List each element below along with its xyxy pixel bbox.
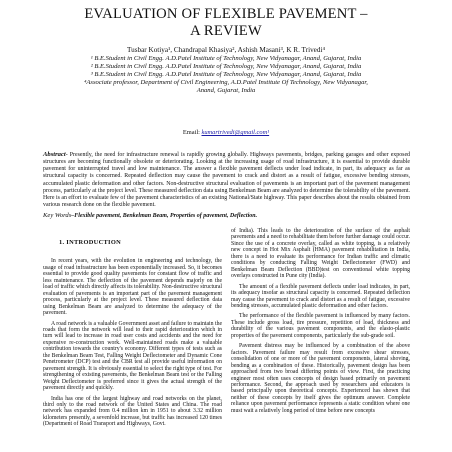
abstract — [43, 151, 410, 209]
email-link[interactable]: kumartrivedi@gmail.com¹ — [201, 129, 270, 136]
keywords-text: –Flexible pavement, Benkelman Beam, Properties of pavement, Deflection. — [71, 213, 258, 219]
right-paragraph-2: The amount of a flexible pavement deflects under load indicates, in part, its adequacy insofar as structural capacity is concerned. Repeated deflection may cause the pavement to crack and distort as a result of fatigue, excessive bending stresses, accumulated plastic deformation and other factors. — [231, 283, 410, 309]
right-paragraph-1: of India). This leads to the deterioration of the surface of the asphalt pavements and a need to rehabilitate them before further damage could occur. Since the use of a concrete overlay, called as white topping, is a relatively new concept in Hot Mix Asphalt (HMA) pavement rehabilitation in India, there is a need to evaluate its performance for Indian traffic and climatic conditions by conducting Falling Weight Deflectometer (FWD) and Benkelman Beam Deflection (BBD)test on conventional white topping overlays constructed in Pune city (India). — [231, 228, 410, 280]
affiliation-4: ⁴Associate professor, Department of Civil Engineering, A.D.Patel Institute Of Technology, New Vidyanagar, — [84, 79, 368, 87]
title-line-1: EVALUATION OF FLEXIBLE PAVEMENT – — [84, 6, 368, 22]
right-column — [231, 228, 410, 418]
intro-paragraph-2: A road network is a valuable Government asset and failure to maintain the roads that form the network will lead to their rapid deterioration which in turn will lead to increase in road user costs and accidents and the need for expensive re-construction work. Well-maintained roads make a valuable contribution towards the country's economy. Different types of tests such as the Benkelman Beam Test, Falling Weight Deflectometer and Dynamic Cone Penetrometer (DCP) test and the CBR test all provide useful information on pavement strength. It is obviously essential to select the right type of test. For strengthening of existing pavements, the Benkelman Beam test or the Falling Weight Deflectometer is preferred since it gives the actual strength of the pavement directly and quickly. — [43, 320, 222, 392]
affiliation-3: ³ B.E.Student in Civil Engg. A.D.Patel Institute of Technology, New Vidyanagar, Anand, Gujarat, India — [90, 71, 362, 79]
title-line-2: A REVIEW — [190, 23, 262, 39]
affiliation-1: ¹ B.E.Student in Civil Engg. A.D.Patel Institute of Technology, New Vidyanagar, Anand, Gujarat, India — [90, 55, 362, 63]
paper-title — [0, 6, 452, 40]
affiliation-4-cont: Anand, Gujarat, India — [196, 87, 256, 95]
email-line — [0, 129, 452, 137]
right-paragraph-4: Pavement distress may be influenced by a combination of the above factors. Pavement failure may result from excessive shear stresses, consolidation of one or more of the pavement components, lateral shoving, bending as a combination of these. Historically, pavement design has been approached from two broad differing points of view. First, the practicing engineer most often uses concepts of design based primarily on pavement performance. Second, the approach used by researchers and educators is based principally upon theoretical concepts. Experienced has shown that neither of these concepts by itself gives the optimum answer. Complete reliance upon pavement performance represents a static condition where one must wait a relatively long period of time before new concepts — [231, 343, 410, 414]
author-names: Tusbar Kotiya¹, Chandrapal Khasiya², Ashish Masani³, K R. Trivedi⁴ — [127, 46, 325, 54]
keywords-label: Key Words — [43, 212, 72, 219]
email-label: Email: — [182, 129, 202, 136]
intro-paragraph-3: India has one of the largest highway and road networks on the planet, third only to the road network of the United States and China. The road network has expanded from 0.4 million km in 1951 to about 3.32 million kilometers presently, a sevenfold increase, but traffic has increased 120 times (Department of Road Transport and Highways, Govt. — [43, 395, 222, 428]
abstract-label: Abstract — [43, 151, 66, 158]
keywords — [43, 212, 410, 220]
section-heading-introduction: 1. INTRODUCTION — [59, 239, 122, 246]
abstract-text: - Presently, the need for infrastructure renewal is rapidly growing globally. Highways pavements, bridges, parking garages and other exposed structures are becoming functionally obsolete or deteriorating. Looking at the increasing usage of road infrastructure, it is essential to provide durable pavement for uninterrupted travel and low maintenance. The answer a flexible pavement deflects under load indicate, in part, its adequacy as far as structural capacity is concerned. Repeated deflection may cause the pavement to crack and distort as a result of fatigue, excessive bending stresses, accumulated plastic deformation and other factors. Non-destructive structural evaluation of pavements is an important part of the pavement management process, particularly at the project level. These measured deflection data using Benkelman Beam are analyzed to determine the tolerability of the pavement. Here is an effort to evaluate few of the pavement characteristics of an existing National/State highway. This paper describes about the results obtained from various research done on the flexible pavement. — [43, 152, 410, 209]
right-paragraph-3: The performance of the flexible pavement is influenced by many factors. These include gross load, tire pressure, repetition of load, thickness and durability of the various pavement components, and the elasto-plastic properties of the pavement components, particularly the sub-grade soil. — [231, 313, 410, 339]
intro-paragraph-1: In recent years, with the evolution in engineering and technology, the usage of road infrastructure has been exponentially increased. So, it becomes essential to provide good quality pavements for constant flow of traffic and less maintenance. The deflection of the pavement depends majorly on the load of traffic which directly affects its tolerability. Non-destructive structural evaluation of pavements is an important part of the pavement management process, particularly at the project level. These measured deflection data using Benkelman Beam are analyzed to determine the adequacy of the pavement. — [43, 258, 222, 317]
left-column — [43, 232, 222, 432]
author-block — [0, 46, 452, 96]
affiliation-2: ² B.E.Student in Civil Engg. A.D.Patel Institute of Technology, New Vidyanagar, Anand, Gujarat, India — [90, 63, 362, 71]
